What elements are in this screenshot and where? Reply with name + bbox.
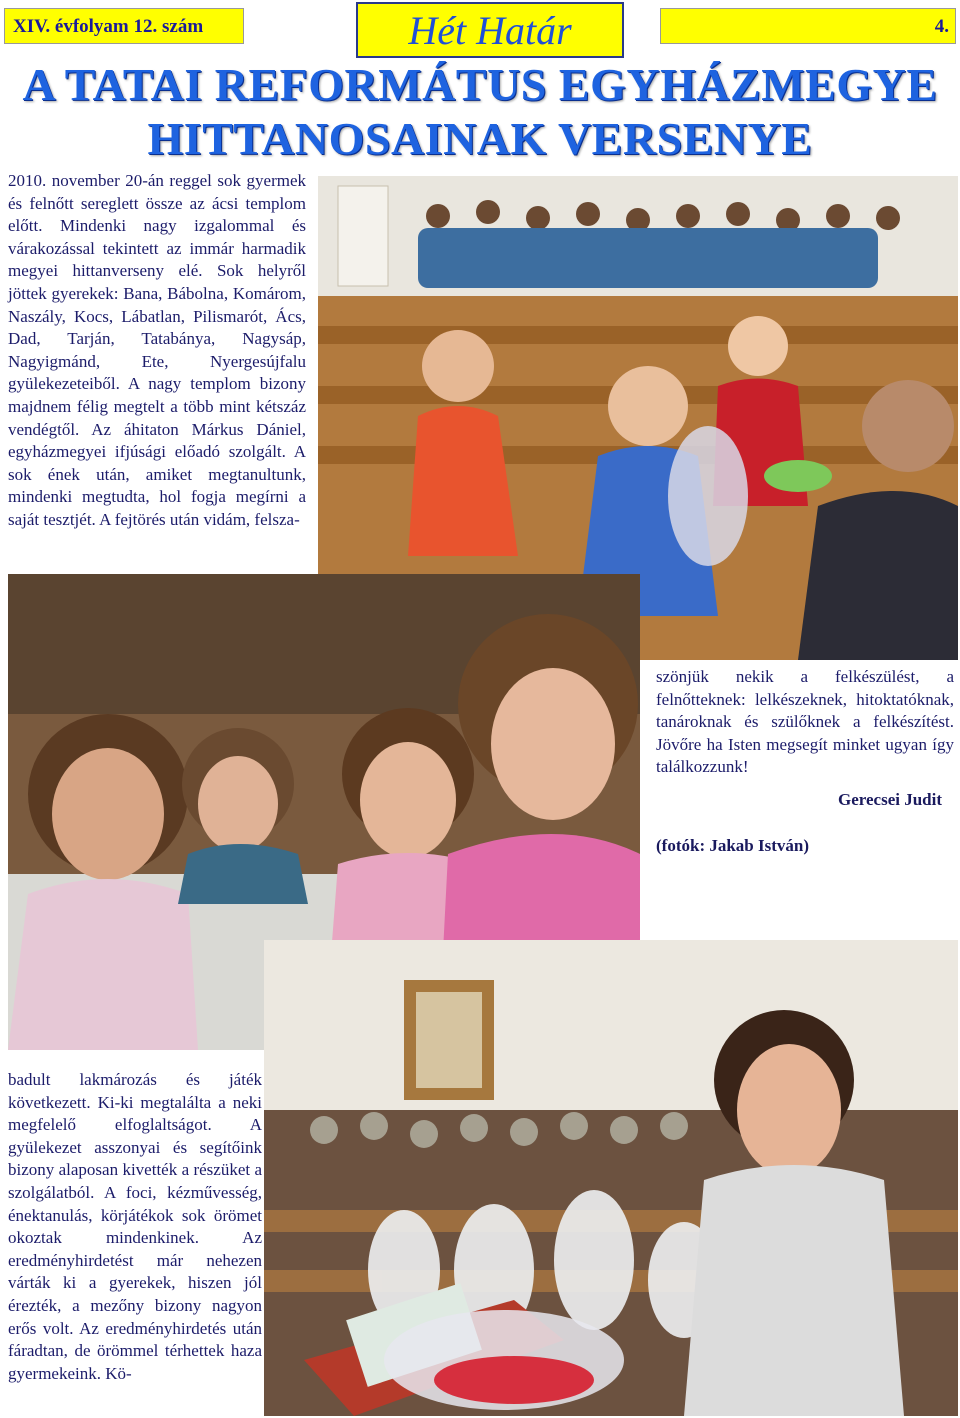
article-text-part1: 2010. november 20-án reggel sok gyermek és felnőtt sereglett össze az ácsi templom előtt. Mindenki nagy izgalommal és várakozással tekintett az immár harmadik megyei hittanverseny elé. Sok helyről jöttek gyerekek: Bana, Bábolna, Komárom, Naszály, Kocs, Lábatlan, Pilismarót, Ács, Dad, Tarján, Tatabánya, Nagysáp, Nagyigmánd, Ete, Nyergesújfalu gyülekezeteiből. A nagy templom bizony majdnem félig megtelt a több mint kétszáz vendégtől. Az áhitaton Márkus Dániel, egyházmegyei ifjúsági előadó szolgált. A sok ének után, amiket megtanultunk, mindenki megtudta, hol fogja megírni a saját tesztjét. A fejtörés után vidám, felsza- [8, 171, 306, 529]
article-text-part2: badult lakmározás és játék következett. Ki-ki megtalálta a neki megfelelő elfoglaltságot. A gyülekezet asszonyai és segítőink bizony alaposan kivették a részüket a szolgálatból. A foci, kézművesség, énektanulás, körjátékok sok örömet okoztak mindenkinek. Az eredményhirdetést már nehezen várták ki a gyerekek, hiszen jól érezték, a mezőny bizony nagyon erős volt. Az eredményhirdetés után fáradtan, de örömmel térhettek haza gyermekeink. Kö- [8, 1070, 262, 1383]
author-signature: Gerecsei Judit [838, 790, 943, 809]
issue-label: XIV. évfolyam 12. szám [4, 8, 244, 44]
article-text-part3: szönjük nekik a felkészülést, a felnőtteknek: lelkészeknek, hitoktatóknak, tanároknak és szülőknek a felkészítést. Jövőre ha Isten megsegít minket ugyan így találkozzunk! [656, 667, 954, 777]
photo-credit: (fotók: Jakab István) [656, 836, 810, 855]
photo-gift-handover [264, 940, 958, 1416]
masthead: Hét Határ [356, 2, 624, 58]
page-title-line2: HITTANOSAINAK VERSENYE [147, 113, 813, 164]
page-title-line1: A TATAI REFORMÁTUS EGYHÁZMEGYE [22, 59, 938, 110]
page-number: 4. [660, 8, 956, 44]
